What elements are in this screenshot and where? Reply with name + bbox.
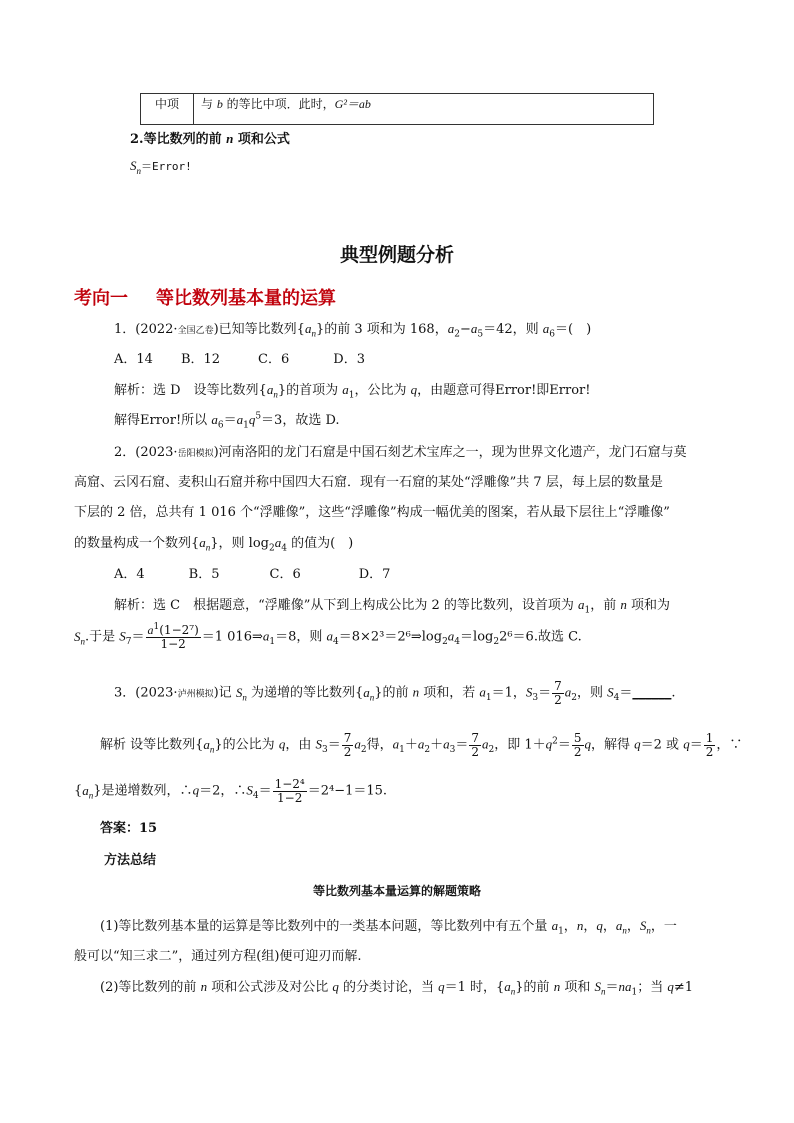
table-row-label: 中项	[141, 94, 194, 124]
question-3-solution-line-2: $\{a_n\}$是递增数列，∴q＝2，$\therefore S_4=$ $\frac{\text{1−2⁴}}{1-2}$ ＝2⁴−1＝15.	[74, 777, 388, 805]
question-3-answer: 答案：15	[100, 821, 158, 836]
method-paragraph-1-line-1: (1)等比数列基本量的运算是等比数列中的一类基本问题，等比数列中有五个量 $a_1$，n，q，$a_n$，$S_n$，一	[100, 918, 677, 937]
method-heading: 方法总结	[104, 853, 157, 868]
question-2-options	[114, 563, 390, 582]
method-paragraph-2-line-1: (2)等比数列的前 n 项和公式涉及对公比 q 的分类讨论，当 q＝1 时，$\{a_n\}$的前 n 项和 $S_n=na_1$；当 q≠1	[100, 979, 694, 998]
sum-formula-heading: 2.等比数列的前 n 项和公式	[130, 131, 290, 147]
option-b: B．12	[180, 352, 221, 367]
question-3-solution-line-1: 解析 设等比数列$\{a_n\}$的公比为 q，由 $S_3=$ $\frac{7}{2}$ $a_2$得，$a_1+a_2+a_3=$ $\frac{7}{2}$ $a_2$，即 $1+q^2=$ $\frac{5}{2}$ q，解得 q＝2 或 q＝ $\frac{1}{2}$ ，∵	[100, 731, 743, 759]
question-2-line-3: 下层的 2 倍，总共有 1 016 个“浮雕像”，这些“浮雕像”构成一幅优美的图案，若从最下层往上“浮雕像”	[74, 505, 670, 520]
option-b: B．5	[188, 567, 220, 582]
question-1-stem: 1．(2022·全国乙卷)已知等比数列$\{a_n\}$的前 3 项和为 168，$a_2-a_5=42$，则 $a_6=$( )	[114, 321, 592, 340]
question-2-solution-line-1: 解析：选 C 根据题意，“浮雕像”从下到上构成公比为 2 的等比数列，设首项为 $a_1$，前 n 项和为	[114, 597, 671, 616]
option-a: A．4	[114, 567, 145, 582]
question-2-line-1: 2．(2023·岳阳模拟)河南洛阳的龙门石窟是中国石刻艺术宝库之一，现为世界文化遗产，龙门石窟与莫	[114, 445, 687, 460]
question-2-line-4: 的数量构成一个数列$\{a_n\}$，则 $\log_2a_4$ 的值为( )	[74, 535, 354, 554]
method-subtitle: 等比数列基本量运算的解题策略	[312, 884, 481, 898]
question-1-options	[114, 348, 365, 367]
section-title: 典型例题分析	[339, 244, 454, 266]
sum-formula: $S_n=Error$!	[130, 158, 192, 176]
question-2-line-2: 高窟、云冈石窟、麦积山石窟并称中国四大石窟．现有一石窟的某处“浮雕像”共 7 层，每上层的数量是	[74, 475, 663, 490]
table-row-content: 与 b 的等比中项．此时，G²＝ab	[201, 97, 371, 111]
option-d: D．3	[333, 352, 365, 367]
option-d: D．7	[358, 567, 391, 582]
question-2-solution-line-2: $S_n$.于是 $S_7=$ $\frac{a^1(1-2^7)}{1-2}$ ＝1 $016\Rightarrow a_1=8$，则 $a_4=8\times 2^3=2^6\Rightarrow\log_2a_4=\log_22^6=6$.故选 C.	[74, 622, 582, 651]
method-paragraph-1-line-2: 般可以“知三求二”，通过列方程(组)便可迎刃而解.	[74, 949, 362, 964]
topic-heading: 考向一 等比数列基本量的运算	[74, 288, 336, 309]
question-1-solution-line-1: 解析：选 D 设等比数列$\{a_n\}$的首项为 $a_1$，公比为 q，由题意可得Error!即Error!	[114, 382, 591, 401]
question-3-stem: 3．(2023·泸州模拟)记 $S_n$ 为递增的等比数列$\{a_n\}$的前 n 项和，若 $a_1=1$，$S_3=$ $\frac{7}{2}$ $a_2$，则 $S_4=\_\_\_\_\_\_$.	[114, 679, 676, 707]
question-1-solution-line-2: 解得Error!所以 $a_6=a_1q^5=3$，故选 D.	[114, 411, 340, 431]
option-a: A．14	[114, 352, 153, 367]
definition-table-row	[140, 93, 654, 125]
option-c: C．6	[269, 567, 301, 582]
option-c: C．6	[258, 352, 290, 367]
answer-blank: ______	[632, 685, 672, 701]
